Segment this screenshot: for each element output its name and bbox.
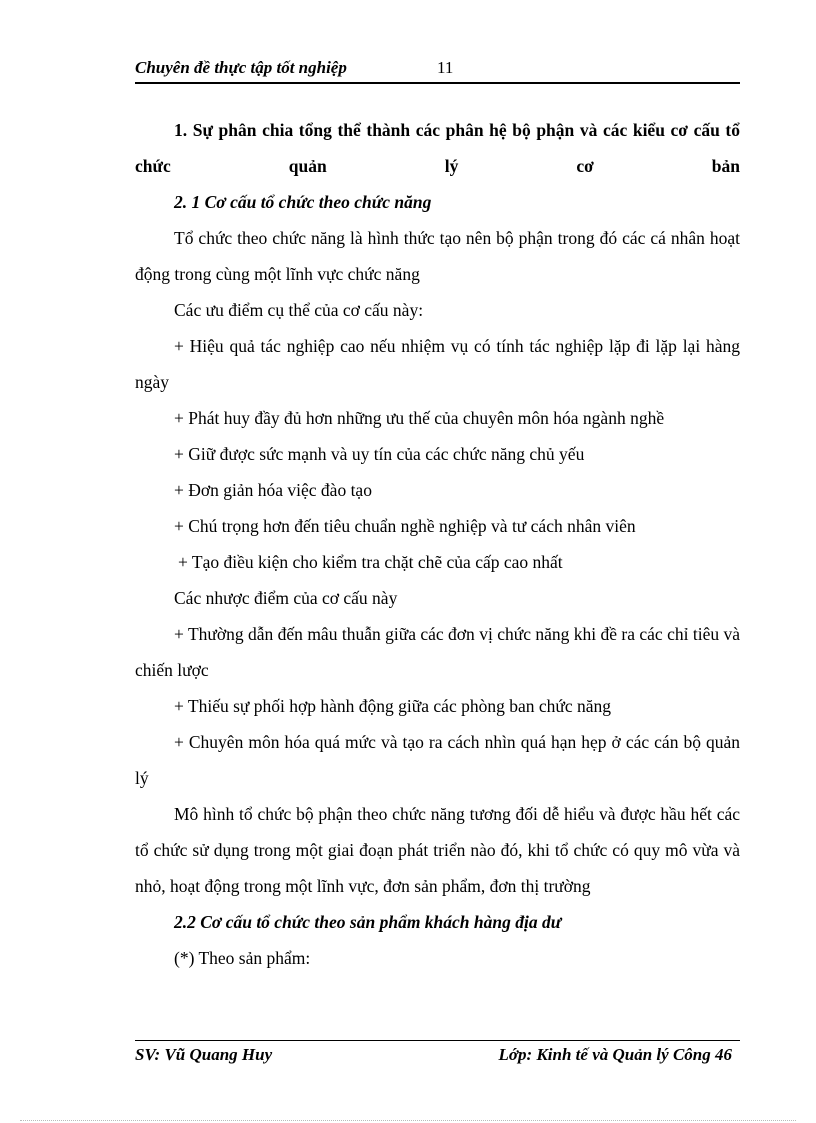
page-edge-divider (20, 1120, 796, 1121)
advantage-item: + Đơn giản hóa việc đào tạo (174, 480, 372, 500)
advantage-item: + Tạo điều kiện cho kiểm tra chặt chẽ của cấp cao nhất (178, 552, 563, 572)
document-body (135, 112, 740, 976)
page-footer (135, 1040, 740, 1071)
disadvantage-item: + Thiếu sự phối hợp hành động giữa các phòng ban chức năng (174, 696, 612, 716)
section-heading-1: 1. Sự phân chia tổng thể thành các phân hệ bộ phận và các kiểu cơ cấu tổ chức quản lý cơ bản (135, 120, 740, 176)
advantage-item: + Hiệu quả tác nghiệp cao nếu nhiệm vụ có tính tác nghiệp lặp đi lặp lại hàng ngày (135, 336, 740, 392)
disadvantage-item: + Thường dẫn đến mâu thuẫn giữa các đơn vị chức năng khi đề ra các chỉ tiêu và chiến lược (135, 624, 740, 680)
paragraph-definition: Tổ chức theo chức năng là hình thức tạo nên bộ phận trong đó các cá nhân hoạt động trong cùng một lĩnh vực chức năng (135, 228, 740, 284)
page-header (135, 58, 740, 84)
advantage-item: + Phát huy đầy đủ hơn những ưu thế của chuyên môn hóa ngành nghề (174, 408, 665, 428)
section-heading-2-1: 2. 1 Cơ cấu tổ chức theo chức năng (174, 192, 432, 212)
paragraph-by-product: (*) Theo sản phẩm: (174, 948, 311, 968)
paragraph-model-summary: Mô hình tổ chức bộ phận theo chức năng tương đối dễ hiểu và được hầu hết các tổ chức sử dụng trong một giai đoạn phát triển nào đó, khi tổ chức có quy mô vừa và nhỏ, hoạt động trong một lĩnh vực, đơn sản phẩm, đơn thị trường (135, 804, 740, 896)
header-title: Chuyên đề thực tập tốt nghiệp (135, 58, 347, 77)
footer-student: SV: Vũ Quang Huy (135, 1045, 273, 1064)
advantage-item: + Giữ được sức mạnh và uy tín của các chức năng chủ yếu (174, 444, 585, 464)
page-number: 11 (437, 58, 454, 77)
section-heading-2-2: 2.2 Cơ cấu tổ chức theo sản phẩm khách hàng địa dư (174, 912, 562, 932)
paragraph-advantages-intro: Các ưu điểm cụ thể của cơ cấu này: (174, 300, 424, 320)
disadvantage-item: + Chuyên môn hóa quá mức và tạo ra cách nhìn quá hạn hẹp ở các cán bộ quản lý (135, 732, 740, 788)
footer-class: Lớp: Kinh tế và Quản lý Công 46 (498, 1045, 732, 1064)
advantage-item: + Chú trọng hơn đến tiêu chuẩn nghề nghiệp và tư cách nhân viên (174, 516, 636, 536)
paragraph-disadvantages-intro: Các nhược điểm của cơ cấu này (174, 588, 398, 608)
